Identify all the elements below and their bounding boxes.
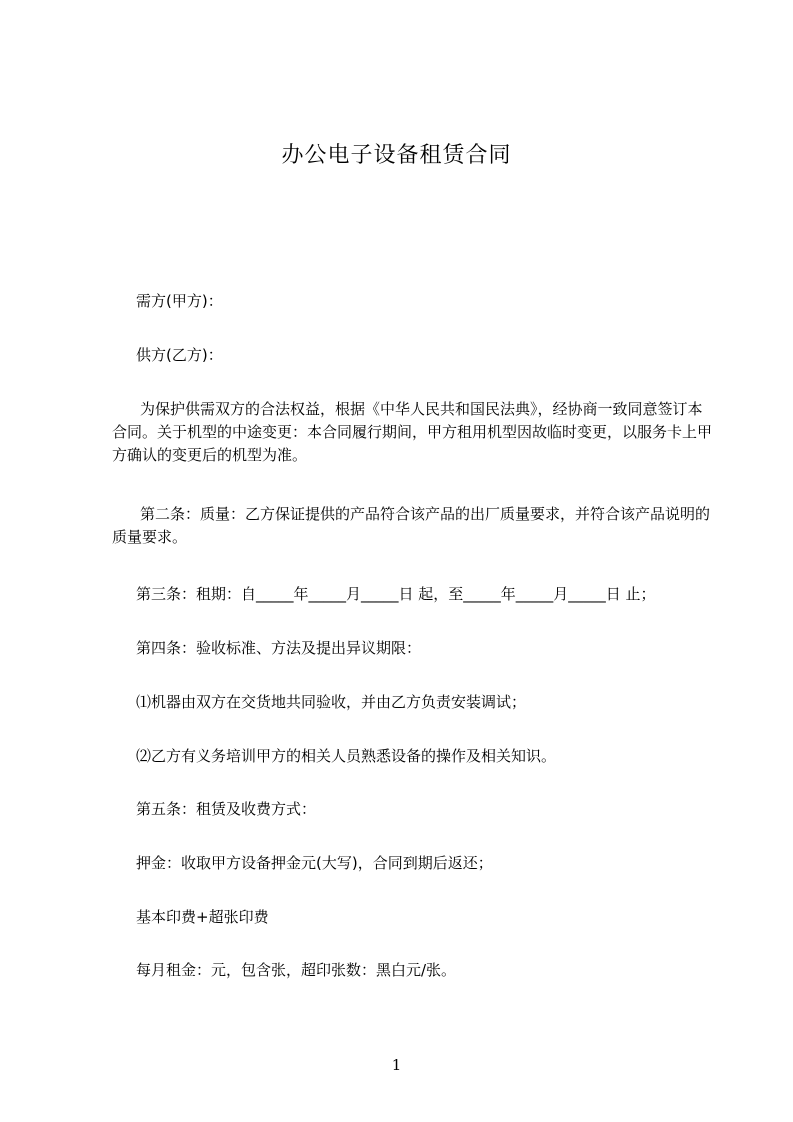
- preamble-paragraph: 为保护供需双方的合法权益，根据《中华人民共和国民法典》，经协商一致同意签订本合同。关于机型的中途变更：本合同履行期间，甲方租用机型因故临时变更，以服务卡上甲方确认的变更后的机型为准。: [112, 400, 713, 464]
- document-title: 办公电子设备租赁合同: [281, 143, 512, 168]
- fee-formula-line: 基本印费+超张印费: [136, 908, 269, 926]
- article-5-heading: 第五条：租赁及收费方式：: [136, 800, 317, 818]
- deposit-line: 押金：收取甲方设备押金元(大写)，合同到期后返还；: [136, 854, 493, 872]
- party-a-line: 需方(甲方)：: [136, 292, 223, 310]
- article-4-item-2: ⑵乙方有义务培训甲方的相关人员熟悉设备的操作及相关知识。: [136, 747, 557, 765]
- monthly-rent-line: 每月租金：元，包含张，超印张数：黑白元/张。: [136, 961, 457, 979]
- party-b-line: 供方(乙方)：: [136, 346, 223, 364]
- article-4-heading: 第四条：验收标准、方法及提出异议期限：: [136, 639, 422, 657]
- article-2-paragraph: 第二条：质量：乙方保证提供的产品符合该产品的出厂质量要求，并符合该产品说明的质量要求。: [112, 505, 711, 546]
- page-number: 1: [391, 1056, 402, 1074]
- article-3-paragraph: 第三条：租期：自_____年_____月_____日 起，至_____年_____月_____日 止；: [136, 585, 656, 603]
- article-4-item-1: ⑴机器由双方在交货地共同验收，并由乙方负责安装调试；: [136, 693, 527, 711]
